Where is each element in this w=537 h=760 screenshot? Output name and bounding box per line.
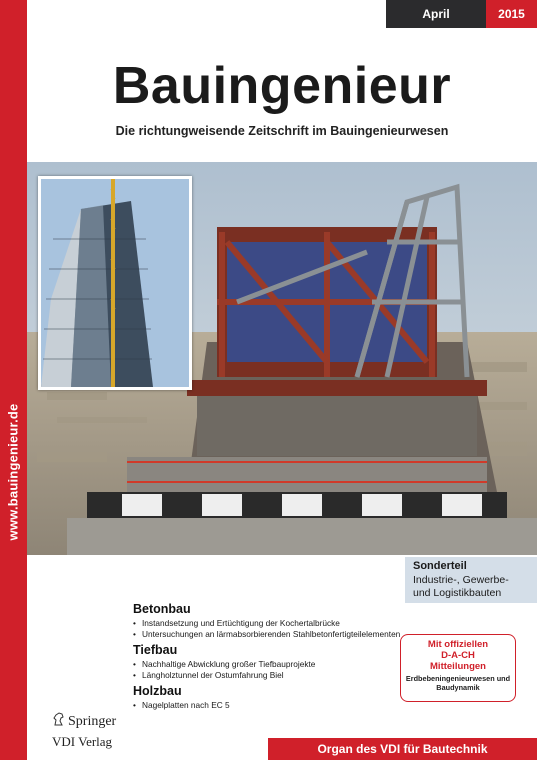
red-spine: [0, 0, 27, 760]
masthead: [27, 57, 537, 138]
list-item: • Nachhaltige Abwicklung großer Tiefbauprojekte: [133, 659, 403, 670]
list-item: • Nagelplatten nach EC 5: [133, 700, 403, 711]
sonderteil-line: Industrie-, Gewerbe-: [413, 573, 509, 586]
vdi-verlag-name: VDI Verlag: [52, 734, 113, 749]
section-title: Betonbau: [133, 602, 191, 616]
website-url: www.bauingenieur.de: [5, 403, 21, 541]
inset-photo: [38, 176, 192, 390]
dach-badge: [400, 634, 516, 702]
section-items: [133, 659, 403, 680]
springer-name: Springer: [68, 713, 117, 729]
list-item: • Längholztunnel der Ostumfahrung Biel: [133, 670, 403, 681]
issue-month: April: [386, 0, 486, 28]
dach-line: D-A-CH: [441, 650, 475, 661]
issue-date: [386, 0, 537, 28]
section-items: [133, 700, 403, 711]
sonderteil-line: und Logistikbauten: [413, 586, 502, 599]
section-items: [133, 618, 403, 639]
table-of-contents: [133, 602, 403, 711]
section-title: Holzbau: [133, 684, 182, 698]
dach-subline: Erdbebeningenieurwesen und Baudynamik: [405, 674, 511, 692]
issue-year: 2015: [486, 0, 537, 28]
organ-banner: Organ des VDI für Bautechnik: [268, 738, 537, 760]
sonderteil-heading: Sonderteil: [413, 560, 467, 572]
publisher-logos: [52, 712, 116, 750]
springer-horse-icon: [52, 712, 65, 731]
magazine-subtitle: Die richtungweisende Zeitschrift im Bauingenieurwesen: [115, 124, 449, 138]
sonderteil-box: [405, 557, 537, 603]
magazine-title: Bauingenieur: [112, 57, 452, 115]
list-item: • Instandsetzung und Ertüchtigung der Kochertalbrücke: [133, 618, 403, 629]
springer-logo: [52, 712, 116, 731]
dach-line: Mitteilungen: [430, 661, 486, 672]
dach-line: Mit offiziellen: [427, 639, 489, 650]
section-title: Tiefbau: [133, 643, 178, 657]
list-item: • Untersuchungen an lärmabsorbierenden Stahlbetonfertigteilelementen: [133, 629, 403, 640]
skyscraper-photo: [41, 179, 189, 387]
